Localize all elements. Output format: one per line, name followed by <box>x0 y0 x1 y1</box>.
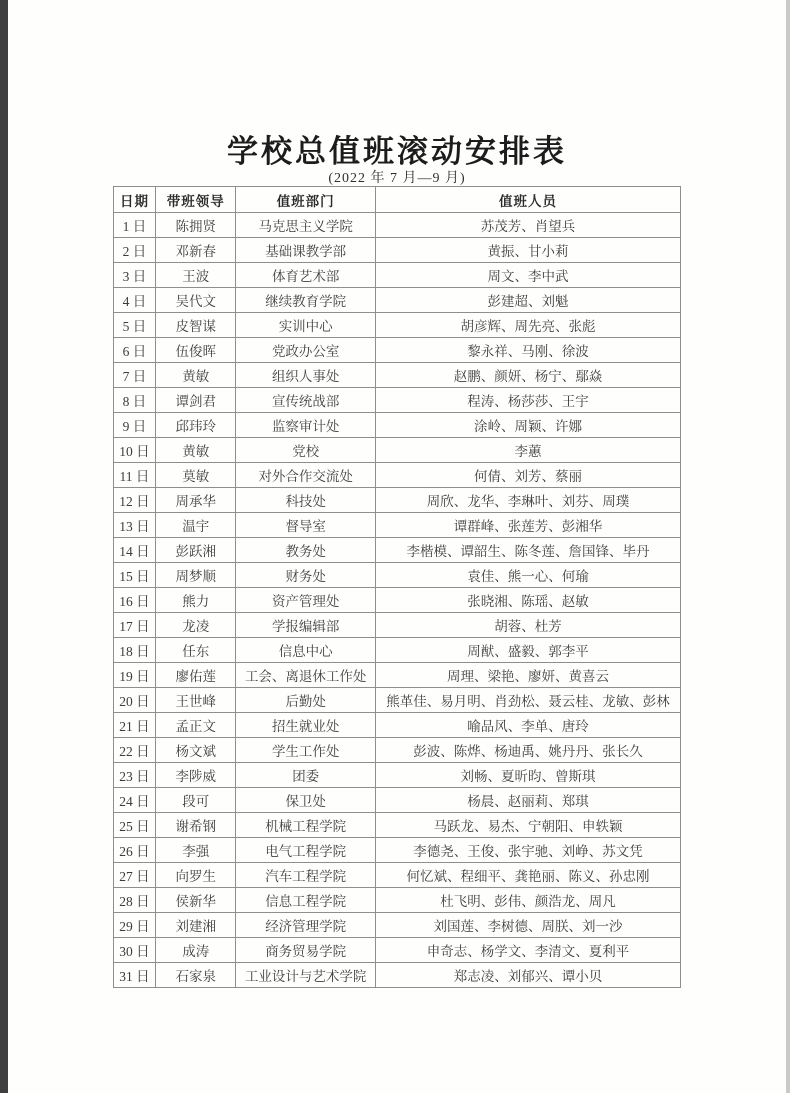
cell-department: 实训中心 <box>236 313 375 338</box>
cell-date: 27 日 <box>114 863 156 888</box>
cell-date: 12 日 <box>114 488 156 513</box>
cell-leader: 周梦顺 <box>155 563 236 588</box>
cell-personnel: 苏茂芳、肖望兵 <box>375 213 680 238</box>
cell-leader: 向罗生 <box>155 863 236 888</box>
cell-department: 基础课教学部 <box>236 238 375 263</box>
table-row <box>114 488 681 513</box>
cell-date: 11 日 <box>114 463 156 488</box>
column-header-date: 日期 <box>114 187 156 213</box>
cell-date: 25 日 <box>114 813 156 838</box>
cell-leader: 邱玮玲 <box>155 413 236 438</box>
cell-personnel: 黄振、甘小莉 <box>375 238 680 263</box>
cell-date: 9 日 <box>114 413 156 438</box>
cell-date: 18 日 <box>114 638 156 663</box>
cell-department: 马克思主义学院 <box>236 213 375 238</box>
table-row <box>114 413 681 438</box>
cell-personnel: 马跃龙、易杰、宁朝阳、申轶颖 <box>375 813 680 838</box>
cell-date: 14 日 <box>114 538 156 563</box>
cell-leader: 段可 <box>155 788 236 813</box>
table-header-row <box>114 187 681 213</box>
table-row <box>114 238 681 263</box>
page-subtitle: (2022 年 7 月—9 月) <box>328 171 466 186</box>
cell-leader: 李陟威 <box>155 763 236 788</box>
table-row <box>114 663 681 688</box>
cell-department: 督导室 <box>236 513 375 538</box>
table-row <box>114 213 681 238</box>
cell-leader: 皮智谋 <box>155 313 236 338</box>
cell-department: 对外合作交流处 <box>236 463 375 488</box>
cell-date: 31 日 <box>114 963 156 988</box>
cell-personnel: 周猷、盛毅、郭李平 <box>375 638 680 663</box>
table-row <box>114 288 681 313</box>
cell-personnel: 何忆斌、程细平、龚艳丽、陈义、孙忠刚 <box>375 863 680 888</box>
cell-leader: 邓新春 <box>155 238 236 263</box>
cell-personnel: 胡蓉、杜芳 <box>375 613 680 638</box>
cell-personnel: 袁佳、熊一心、何瑜 <box>375 563 680 588</box>
cell-leader: 王世峰 <box>155 688 236 713</box>
cell-leader: 孟正文 <box>155 713 236 738</box>
cell-personnel: 周理、梁艳、廖妍、黄喜云 <box>375 663 680 688</box>
cell-department: 党校 <box>236 438 375 463</box>
cell-date: 23 日 <box>114 763 156 788</box>
duty-schedule-table <box>113 186 681 988</box>
cell-leader: 伍俊晖 <box>155 338 236 363</box>
cell-date: 29 日 <box>114 913 156 938</box>
cell-date: 28 日 <box>114 888 156 913</box>
cell-department: 机械工程学院 <box>236 813 375 838</box>
table-row <box>114 913 681 938</box>
table-row <box>114 763 681 788</box>
cell-leader: 周承华 <box>155 488 236 513</box>
cell-personnel: 胡彦辉、周先亮、张彪 <box>375 313 680 338</box>
cell-date: 8 日 <box>114 388 156 413</box>
cell-department: 招生就业处 <box>236 713 375 738</box>
cell-date: 5 日 <box>114 313 156 338</box>
table-row <box>114 788 681 813</box>
cell-personnel: 周欣、龙华、李琳叶、刘芬、周璞 <box>375 488 680 513</box>
table-row <box>114 838 681 863</box>
table-row <box>114 338 681 363</box>
cell-personnel: 李楷模、谭韶生、陈冬莲、詹国锋、毕丹 <box>375 538 680 563</box>
cell-personnel: 李蕙 <box>375 438 680 463</box>
cell-date: 1 日 <box>114 213 156 238</box>
cell-leader: 石家泉 <box>155 963 236 988</box>
table-row <box>114 388 681 413</box>
schedule-table-body <box>114 213 681 988</box>
table-row <box>114 963 681 988</box>
cell-date: 7 日 <box>114 363 156 388</box>
cell-personnel: 刘国莲、李树德、周朕、刘一沙 <box>375 913 680 938</box>
cell-personnel: 郑志凌、刘郁兴、谭小贝 <box>375 963 680 988</box>
cell-department: 保卫处 <box>236 788 375 813</box>
cell-department: 学报编辑部 <box>236 613 375 638</box>
cell-personnel: 彭波、陈烨、杨迪禹、姚丹丹、张长久 <box>375 738 680 763</box>
table-row <box>114 438 681 463</box>
cell-personnel: 申奇志、杨学文、李清文、夏利平 <box>375 938 680 963</box>
table-row <box>114 938 681 963</box>
cell-personnel: 谭群峰、张莲芳、彭湘华 <box>375 513 680 538</box>
table-row <box>114 588 681 613</box>
cell-date: 15 日 <box>114 563 156 588</box>
scan-edge-right <box>786 0 790 1093</box>
cell-date: 13 日 <box>114 513 156 538</box>
cell-department: 组织人事处 <box>236 363 375 388</box>
cell-department: 监察审计处 <box>236 413 375 438</box>
cell-personnel: 李德尧、王俊、张宇驰、刘峥、苏文凭 <box>375 838 680 863</box>
cell-date: 24 日 <box>114 788 156 813</box>
cell-personnel: 张晓湘、陈瑶、赵敏 <box>375 588 680 613</box>
table-row <box>114 688 681 713</box>
cell-leader: 谭剑君 <box>155 388 236 413</box>
table-row <box>114 463 681 488</box>
cell-department: 学生工作处 <box>236 738 375 763</box>
column-header-department: 值班部门 <box>236 187 375 213</box>
cell-leader: 廖佑莲 <box>155 663 236 688</box>
table-row <box>114 513 681 538</box>
cell-personnel: 程涛、杨莎莎、王宇 <box>375 388 680 413</box>
cell-department: 体育艺术部 <box>236 263 375 288</box>
cell-leader: 王波 <box>155 263 236 288</box>
cell-date: 2 日 <box>114 238 156 263</box>
cell-date: 10 日 <box>114 438 156 463</box>
cell-leader: 刘建湘 <box>155 913 236 938</box>
cell-department: 党政办公室 <box>236 338 375 363</box>
cell-leader: 任东 <box>155 638 236 663</box>
table-row <box>114 813 681 838</box>
table-row <box>114 713 681 738</box>
cell-department: 财务处 <box>236 563 375 588</box>
cell-leader: 熊力 <box>155 588 236 613</box>
cell-leader: 杨文斌 <box>155 738 236 763</box>
cell-personnel: 杜飞明、彭伟、颜浩龙、周凡 <box>375 888 680 913</box>
cell-department: 经济管理学院 <box>236 913 375 938</box>
cell-date: 26 日 <box>114 838 156 863</box>
scan-edge-left <box>0 0 8 1093</box>
cell-date: 20 日 <box>114 688 156 713</box>
cell-date: 21 日 <box>114 713 156 738</box>
table-row <box>114 888 681 913</box>
cell-leader: 吴代文 <box>155 288 236 313</box>
cell-date: 19 日 <box>114 663 156 688</box>
cell-department: 宣传统战部 <box>236 388 375 413</box>
cell-date: 30 日 <box>114 938 156 963</box>
cell-personnel: 杨晨、赵丽莉、郑琪 <box>375 788 680 813</box>
cell-leader: 侯新华 <box>155 888 236 913</box>
table-row <box>114 313 681 338</box>
cell-leader: 成涛 <box>155 938 236 963</box>
column-header-leader: 带班领导 <box>155 187 236 213</box>
table-row <box>114 863 681 888</box>
cell-department: 工业设计与艺术学院 <box>236 963 375 988</box>
document-page <box>8 0 786 1093</box>
table-row <box>114 738 681 763</box>
cell-leader: 黄敏 <box>155 363 236 388</box>
cell-personnel: 何倩、刘芳、蔡丽 <box>375 463 680 488</box>
cell-date: 6 日 <box>114 338 156 363</box>
table-row <box>114 638 681 663</box>
table-row <box>114 538 681 563</box>
cell-leader: 莫敏 <box>155 463 236 488</box>
cell-personnel: 涂岭、周颖、许娜 <box>375 413 680 438</box>
cell-personnel: 刘畅、夏昕昀、曾斯琪 <box>375 763 680 788</box>
cell-leader: 彭跃湘 <box>155 538 236 563</box>
cell-leader: 谢希钢 <box>155 813 236 838</box>
cell-personnel: 周文、李中武 <box>375 263 680 288</box>
cell-department: 商务贸易学院 <box>236 938 375 963</box>
cell-date: 4 日 <box>114 288 156 313</box>
cell-department: 继续教育学院 <box>236 288 375 313</box>
cell-personnel: 彭建超、刘魁 <box>375 288 680 313</box>
page-title: 学校总值班滚动安排表 <box>227 134 567 169</box>
cell-department: 科技处 <box>236 488 375 513</box>
cell-department: 信息工程学院 <box>236 888 375 913</box>
cell-department: 团委 <box>236 763 375 788</box>
table-row <box>114 613 681 638</box>
table-row <box>114 363 681 388</box>
cell-personnel: 熊革佳、易月明、肖劲松、聂云桂、龙敏、彭林 <box>375 688 680 713</box>
cell-leader: 黄敏 <box>155 438 236 463</box>
cell-date: 17 日 <box>114 613 156 638</box>
cell-personnel: 喻品风、李单、唐玲 <box>375 713 680 738</box>
cell-date: 22 日 <box>114 738 156 763</box>
cell-leader: 陈拥贤 <box>155 213 236 238</box>
cell-department: 资产管理处 <box>236 588 375 613</box>
cell-department: 信息中心 <box>236 638 375 663</box>
cell-leader: 温宇 <box>155 513 236 538</box>
cell-leader: 龙凌 <box>155 613 236 638</box>
cell-date: 3 日 <box>114 263 156 288</box>
cell-date: 16 日 <box>114 588 156 613</box>
cell-personnel: 黎永祥、马刚、徐波 <box>375 338 680 363</box>
cell-department: 后勤处 <box>236 688 375 713</box>
column-header-personnel: 值班人员 <box>375 187 680 213</box>
table-row <box>114 563 681 588</box>
cell-department: 教务处 <box>236 538 375 563</box>
cell-department: 电气工程学院 <box>236 838 375 863</box>
cell-department: 汽车工程学院 <box>236 863 375 888</box>
table-row <box>114 263 681 288</box>
cell-leader: 李强 <box>155 838 236 863</box>
cell-department: 工会、离退休工作处 <box>236 663 375 688</box>
cell-personnel: 赵鹏、颜妍、杨宁、鄢焱 <box>375 363 680 388</box>
